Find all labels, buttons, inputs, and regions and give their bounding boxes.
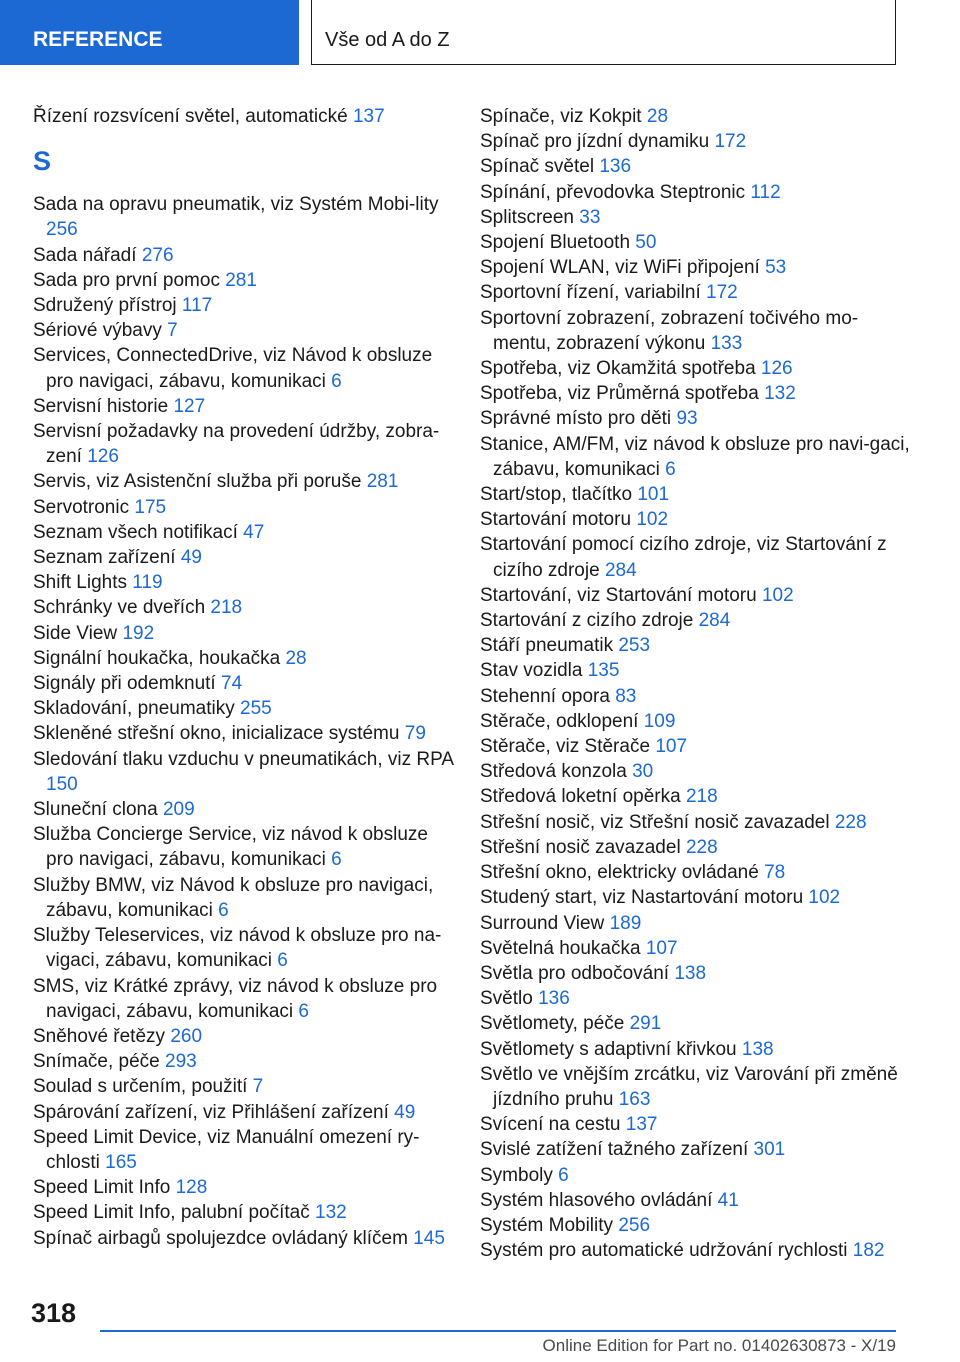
index-entry-page-link[interactable]: 83 [615,685,637,707]
index-entry-text: Speed Limit Info [33,1177,171,1199]
index-entry-page-link[interactable]: 53 [765,257,787,279]
index-entry [480,810,910,835]
page-title: Vše od A do Z [325,29,450,51]
index-entry-page-link[interactable]: 133 [710,332,743,354]
index-entry-page-link[interactable]: 7 [167,320,178,342]
index-entry-text: Střešní nosič, viz Střešní nosič zavazadel [480,811,830,833]
index-entry [33,974,453,1024]
index-entry-text: Světlo [480,988,533,1010]
index-entry [33,873,453,923]
index-entry-page-link[interactable]: 163 [618,1088,651,1110]
index-entry [480,658,910,683]
index-entry [33,520,453,545]
index-entry [480,1188,910,1213]
index-entry [480,180,910,205]
index-entry [33,469,453,494]
index-entry-text: Sada na opravu pneumatik, viz Systém Mobi‐lity [33,194,439,216]
index-entry [33,243,453,268]
footer-edition: Online Edition for Part no. 01402630873 - X/19 [542,1336,896,1355]
index-entry-page-link[interactable]: 6 [665,458,676,480]
index-entry-text: Signální houkačka, houkačka [33,647,281,669]
index-entry-page-link[interactable]: 28 [646,106,669,127]
index-entry [33,797,453,822]
index-entry-page-link[interactable]: 137 [625,1114,658,1136]
index-entry-text: Startování z cizího zdroje [480,610,694,632]
index-entry [480,1163,910,1188]
index-entry-text: Spojení Bluetooth [480,232,631,254]
index-entry-page-link[interactable]: 74 [221,673,243,695]
index-entry-text: Sériové výbavy [33,320,162,342]
index-entry [33,721,453,746]
index-entry [33,318,453,343]
index-entry-page-link[interactable]: 138 [674,962,707,984]
index-entry [33,1175,453,1200]
index-entry [480,432,910,482]
index-entry [33,104,453,129]
index-entry [33,545,453,570]
index-entry-page-link[interactable]: 119 [132,572,163,594]
index-entry-text: Sportovní řízení, variabilní [480,282,701,304]
index-entry [33,419,453,469]
index-entry-text: Signály při odemknutí [33,673,216,695]
index-entry [480,911,910,936]
index-entry-text: Servisní historie [33,395,169,417]
index-entry [480,255,910,280]
index-entry [480,129,910,154]
index-entry-page-link[interactable]: 6 [331,370,342,392]
index-entry-text: Světelná houkačka [480,937,641,959]
index-entry [33,343,453,393]
index-entry-page-link[interactable]: 6 [218,899,229,921]
index-entry [33,621,453,646]
index-entry-page-link[interactable]: 6 [558,1164,569,1186]
index-entry-page-link[interactable]: 132 [764,383,796,405]
index-entry-page-link[interactable]: 79 [404,723,426,745]
index-entry [33,696,453,721]
index-entry-page-link[interactable]: 228 [685,836,718,858]
index-entry-text: Spotřeba, viz Okamžitá spotřeba [480,358,756,380]
index-entry-text: Spínač airbagů spolujezdce ovládaný klíčem [33,1227,408,1249]
index-entry-page-link[interactable]: 107 [645,937,678,959]
index-entry-text: Sněhové řetězy [33,1025,166,1047]
index-entry-page-link[interactable]: 145 [413,1227,445,1249]
index-entry-text: Snímače, péče [33,1051,160,1073]
index-entry-page-link[interactable]: 112 [750,181,781,203]
index-entry-page-link[interactable]: 128 [175,1177,208,1199]
index-entry-text: Spínání, převodovka Steptronic [480,181,746,203]
index-entry-text: Surround View [480,912,605,934]
index-entry [480,583,910,608]
index-entry-text: Systém hlasového ovládání [480,1189,713,1211]
index-entry [33,1226,453,1251]
index-column-left [33,104,453,1251]
index-entry-text: Seznam všech notifikací [33,521,238,543]
index-entry-page-link[interactable]: 256 [46,219,78,241]
footer-divider [100,1330,896,1332]
index-entry [33,595,453,620]
index-entry-text: Servisní požadavky na provedení údržby, zobra‐zení [33,421,440,468]
index-entry [480,709,910,734]
index-entry-text: Spárování zařízení, viz Přihlášení zařízení [33,1101,389,1123]
index-entry-text: Stav vozidla [480,660,583,682]
index-entry [480,532,910,582]
index-entry-text: Středová konzola [480,761,627,783]
index-entry-page-link[interactable]: 41 [717,1189,739,1211]
index-entry [480,1037,910,1062]
index-entry-text: Sportovní zobrazení, zobrazení točivého mo‐mentu, zobrazení výkonu [480,307,859,354]
index-entry [480,885,910,910]
index-entry-page-link[interactable]: 228 [834,811,867,833]
index-entry-page-link[interactable]: 189 [609,912,642,934]
index-entry-page-link[interactable]: 172 [714,131,747,153]
index-entry-page-link[interactable]: 101 [637,484,670,506]
index-entry-page-link[interactable]: 117 [181,295,213,317]
index-entry [33,671,453,696]
index-entry-page-link[interactable]: 209 [162,799,195,821]
index-entry-page-link[interactable]: 255 [240,698,272,720]
index-entry [480,986,910,1011]
index-entry [480,356,910,381]
index-entry [480,482,910,507]
index-entry-text: Sledování tlaku vzduchu v pneumatikách, viz RPA [33,748,453,770]
index-entry-page-link[interactable]: 218 [685,786,718,808]
index-entry-page-link[interactable]: 33 [579,206,601,228]
index-entry [480,936,910,961]
index-entry-text: Servotronic [33,496,130,518]
index-entry-text: Stehenní opora [480,685,610,707]
index-entry-page-link[interactable]: 281 [366,471,399,493]
index-entry-page-link[interactable]: 150 [46,773,78,795]
index-entry-page-link[interactable]: 30 [632,761,654,783]
index-entry-text: Symboly [480,1164,553,1186]
index-entry-page-link[interactable]: 165 [105,1151,137,1173]
index-entry-text: Skleněné střešní okno, inicializace systému [33,723,400,745]
index-entry [480,1238,910,1263]
index-entry-page-link[interactable]: 7 [252,1076,264,1098]
index-entry-page-link[interactable]: 132 [315,1202,347,1224]
index-entry [33,1024,453,1049]
index-entry-page-link[interactable]: 260 [170,1025,203,1047]
index-entry-text: Svícení na cestu [480,1114,621,1136]
index-entry [33,822,453,872]
index-entry-page-link[interactable]: 102 [761,584,794,606]
index-entry-text: SMS, viz Krátké zprávy, viz návod k obsluze pro navigaci, zábavu, komunikaci [33,975,438,1022]
index-entry [480,1112,910,1137]
index-entry-text: Studený start, viz Nastartování motoru [480,887,804,909]
index-entry-text: Spínač světel [480,156,595,178]
index-entry-page-link[interactable]: 192 [122,622,155,644]
index-entry-text: Startování, viz Startování motoru [480,584,757,606]
index-entry [33,1200,453,1225]
index-entry-page-link[interactable]: 102 [636,509,669,531]
index-entry-text: Stanice, AM/FM, viz návod k obsluze pro navi‐gaci, zábavu, komunikaci [480,433,910,480]
index-entry-page-link[interactable]: 109 [643,710,676,732]
index-entry-page-link[interactable]: 126 [87,446,119,468]
index-entry [480,835,910,860]
index-entry-text: Stěrače, odklopení [480,710,639,732]
index-entry [480,230,910,255]
index-entry [480,104,910,129]
index-entry [480,734,910,759]
index-entry-page-link[interactable]: 49 [180,547,202,569]
index-entry-text: Spínač pro jízdní dynamiku [480,131,710,153]
index-entry-page-link[interactable]: 28 [285,647,307,669]
index-entry-text: Stěrače, viz Stěrače [480,736,651,758]
index-entry [33,570,453,595]
index-entry-text: Světla pro odbočování [480,962,670,984]
index-entry-text: Služby Teleservices, viz návod k obsluze pro na‐vigaci, zábavu, komunikaci [33,925,442,972]
index-entry-text: Startování motoru [480,509,632,531]
index-entry [480,1011,910,1036]
index-entry-text: Skladování, pneumatiky [33,698,235,720]
index-entry [480,406,910,431]
index-entry-page-link[interactable]: 175 [134,496,167,518]
index-entry [480,633,910,658]
index-entry [33,192,453,242]
index-entry-text: Služba Concierge Service, viz návod k obsluze pro navigaci, zábavu, komunikaci [33,824,428,871]
page-number: 318 [31,1298,77,1328]
index-entry-text: Schránky ve dveřích [33,597,206,619]
index-entry-page-link[interactable]: 137 [352,106,385,127]
index-entry-text: Stáří pneumatik [480,635,614,657]
index-entry [480,684,910,709]
index-entry [480,961,910,986]
index-entry-page-link[interactable]: 256 [618,1214,651,1236]
index-entry-page-link[interactable]: 47 [243,521,265,543]
index-entry [33,1100,453,1125]
index-entry-page-link[interactable]: 138 [741,1038,774,1060]
index-entry-text: Systém pro automatické udržování rychlosti [480,1240,848,1262]
index-entry [480,759,910,784]
index-entry-text: Side View [33,622,118,644]
index-entry-text: Řízení rozsvícení světel, automatické [33,106,348,127]
index-entry-page-link[interactable]: 253 [618,635,651,657]
index-entry [480,860,910,885]
index-entry-page-link[interactable]: 291 [629,1013,662,1035]
index-entry-page-link[interactable]: 49 [394,1101,416,1123]
index-entry-text: Sluneční clona [33,799,158,821]
index-entry [480,306,910,356]
index-entry-page-link[interactable]: 107 [655,736,688,758]
index-entry [480,784,910,809]
index-entry-page-link[interactable]: 301 [753,1139,786,1161]
index-entry [33,747,453,797]
index-entry-text: Start/stop, tlačítko [480,484,633,506]
section-label: REFERENCE [33,28,163,51]
index-entry-page-link[interactable]: 136 [538,988,570,1010]
index-entry-text: Sdružený přístroj [33,295,177,317]
index-entry [480,154,910,179]
index-entry [480,507,910,532]
index-entry [480,381,910,406]
section-tab [0,0,299,65]
index-entry [33,293,453,318]
index-entry-text: Shift Lights [33,572,127,594]
index-entry-page-link[interactable]: 50 [635,232,657,254]
index-entry-page-link[interactable]: 276 [141,244,174,266]
index-entry-text: Střešní okno, elektricky ovládané [480,862,759,884]
index-entry-page-link[interactable]: 102 [808,887,841,909]
index-entry-page-link[interactable]: 218 [210,597,243,619]
index-entry [33,394,453,419]
index-entry-text: Splitscreen [480,206,574,228]
index-entry-page-link[interactable]: 172 [706,282,738,304]
index-entry [480,1213,910,1238]
index-entry-text: Svislé zatížení tažného zařízení [480,1139,749,1161]
index-entry-text: Spojení WLAN, viz WiFi připojení [480,257,760,279]
index-entry-text: Světlomety s adaptivní křivkou [480,1038,737,1060]
index-entry-text: Světlomety, péče [480,1013,625,1035]
index-entry [33,495,453,520]
index-entry [480,280,910,305]
index-entry-text: Servis, viz Asistenční služba při poruše [33,471,362,493]
index-entry-text: Speed Limit Info, palubní počítač [33,1202,310,1224]
index-entry [33,646,453,671]
index-entry-page-link[interactable]: 135 [587,660,620,682]
index-entry-text: Sada nářadí [33,244,137,266]
index-entry [480,608,910,633]
index-entry-page-link[interactable]: 182 [852,1240,885,1262]
index-entry-text: Systém Mobility [480,1214,614,1236]
index-entry [33,1074,453,1099]
index-entry-text: Střešní nosič zavazadel [480,836,681,858]
index-entry-text: Služby BMW, viz Návod k obsluze pro navigaci, zábavu, komunikaci [33,874,434,921]
index-column-right [480,104,910,1263]
index-entry-page-link[interactable]: 78 [764,862,786,884]
index-entry-text: Světlo ve vnějším zrcátku, viz Varování při změně jízdního pruhu [480,1063,898,1110]
index-entry-page-link[interactable]: 6 [298,1000,309,1022]
index-entry-page-link[interactable]: 136 [599,156,632,178]
index-entry-page-link[interactable]: 126 [760,358,793,380]
index-entry-page-link[interactable]: 93 [676,408,698,430]
index-entry [33,268,453,293]
index-entry-page-link[interactable]: 127 [173,395,206,417]
index-entry-page-link[interactable]: 293 [165,1051,197,1073]
index-entry-page-link[interactable]: 6 [277,950,288,972]
index-entry-page-link[interactable]: 284 [604,559,637,581]
index-entry-text: Seznam zařízení [33,547,176,569]
index-entry [480,1137,910,1162]
index-entry [480,205,910,230]
index-letter-heading: S [33,146,52,177]
index-entry-text: Správné místo pro děti [480,408,672,430]
index-entry-page-link[interactable]: 6 [331,849,342,871]
index-entry [33,1125,453,1175]
index-entry-page-link[interactable]: 284 [698,610,731,632]
index-entry-text: Sada pro první pomoc [33,269,220,291]
index-entry-page-link[interactable]: 281 [225,269,257,291]
index-entry-text: Speed Limit Device, viz Manuální omezení ry‐chlosti [33,1126,420,1173]
index-entry-text: Spínače, viz Kokpit [480,106,642,127]
index-entry-text: Středová loketní opěrka [480,786,681,808]
index-entry-text: Services, ConnectedDrive, viz Návod k obsluze pro navigaci, zábavu, komunikaci [33,345,433,392]
index-entry-text: Soulad s určením, použití [33,1076,248,1098]
index-entry-text: Spotřeba, viz Průměrná spotřeba [480,383,759,405]
index-entry [480,1062,910,1112]
index-entry [33,923,453,973]
index-entry-text: Startování pomocí cizího zdroje, viz Startování z cizího zdroje [480,534,887,581]
index-entry [33,1049,453,1074]
